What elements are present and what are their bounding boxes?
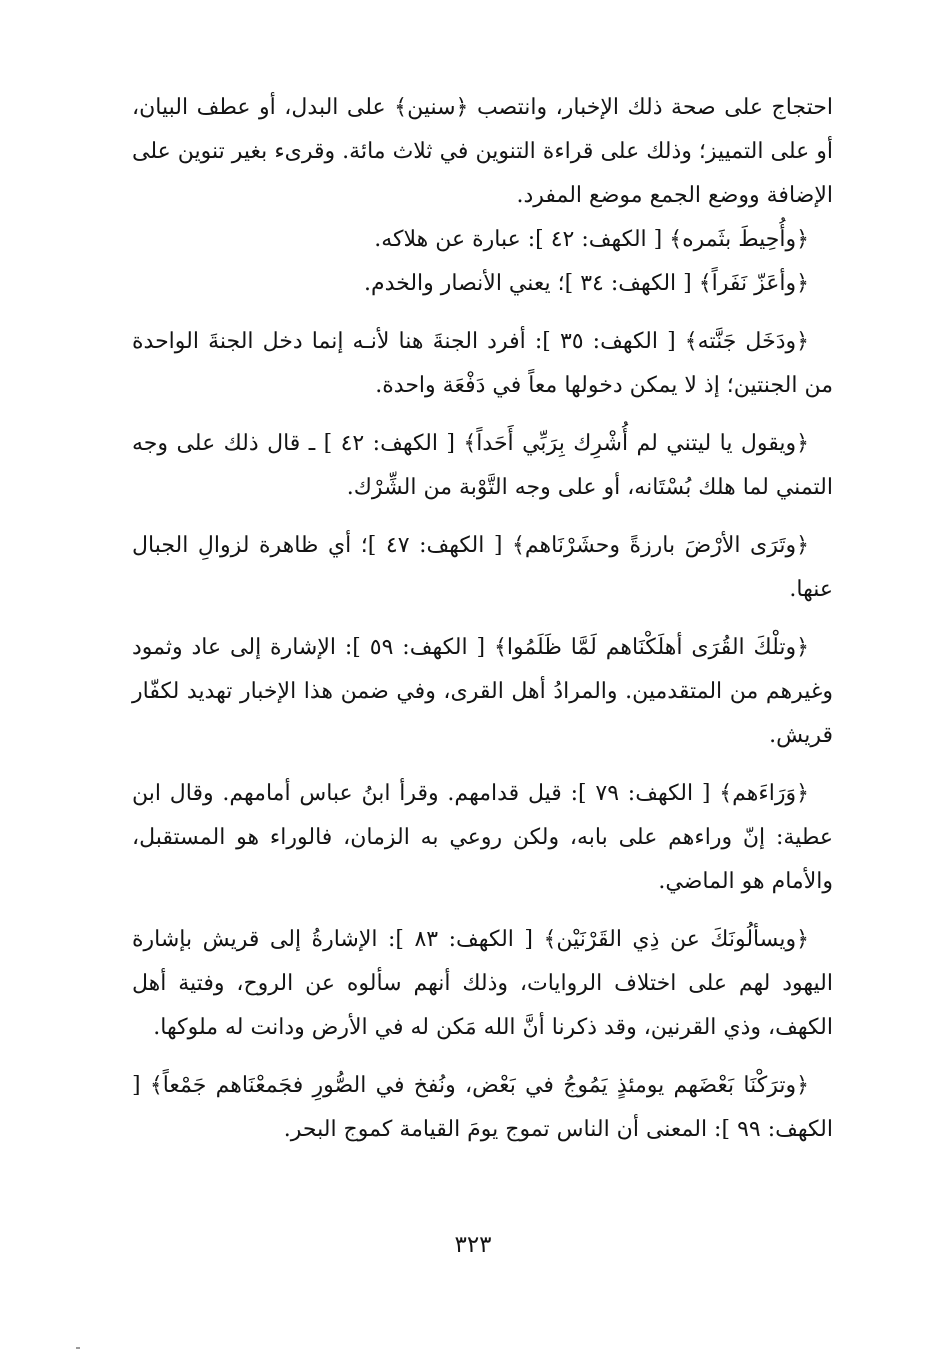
page-body xyxy=(132,86,833,1152)
paragraph-waraahum: ﴿وَرَاءَهم﴾ [ الكهف: ٧٩ ]: قيل قدامهم. وقرأ ابنُ عباس أمامهم. وقال ابن عطية: إنّ وراءهم على بابه، ولكن روعي به الزمان، فالوراء هو المستقبل، والأمام هو الماضي. xyxy=(132,781,834,894)
page-number: ٣٢٣ xyxy=(454,1232,492,1258)
paragraph-intro: احتجاج على صحة ذلك الإخبار، وانتصب ﴿سنين﴾ على البدل، أو عطف البيان، أو على التمييز؛ وذلك على قراءة التنوين في ثلاث مائة. وقرىء بغير تنوين على الإضافة ووضع الجمع موضع المفرد. xyxy=(132,95,833,208)
scan-speck xyxy=(76,1347,80,1349)
paragraph-yasalunaka: ﴿ويسألُونَكَ عن ذِي القَرْنَيْن﴾ [ الكهف: ٨٣ ]: الإشارةُ إلى قريش بإشارة اليهود لهم على اختلاف الروايات، وذلك أنهم سألوه عن الروح، وفتية أهل الكهف، وذي القرنين، وقد ذكرنا أنَّ الله مَكن له في الأرض ودانت له ملوكها. xyxy=(132,927,834,1040)
paragraph-aazz: ﴿وأعَزّ نَفَراً﴾ [ الكهف: ٣٤ ]؛ يعني الأنصار والخدم. xyxy=(363,271,809,296)
paragraph-tarakna: ﴿وترَكْنَا بَعْضَهم يومئذٍ يَمُوجُ في بَعْض، ونُفخ في الصُّورِ فجَمعْنَاهم جَمْعاً﴾ [ الكهف: ٩٩ ]: المعنى أن الناس تموج يومَ القيامة كموج البحر. xyxy=(132,1073,833,1142)
paragraph-tara: ﴿وتَرَى الأرْضَ بارزةً وحشَرْنَاهم﴾ [ الكهف: ٤٧ ]؛ أي ظاهرة لزوالِ الجبال عنها. xyxy=(132,533,833,602)
paragraph-uhita: ﴿وأُحِيطَ بثَمره﴾ [ الكهف: ٤٢ ]: عبارة عن هلاكه. xyxy=(374,227,809,252)
paragraph-tilka: ﴿وتلْكَ القُرَى أهلَكْنَاهم لَمَّا ظَلَمُوا﴾ [ الكهف: ٥٩ ]: الإشارة إلى عاد وثمود وغيرهم من المتقدمين. والمرادُ أهل القرى، وفي ضمن هذا الإخبار تهديد لكفّار قريش. xyxy=(132,635,833,748)
paragraph-dakhala: ﴿ودَخَل جَنَّته﴾ [ الكهف: ٣٥ ]: أفرد الجنةَ هنا لأنـه إنما دخل الجنةَ الواحدة من الجنتين؛ إذ لا يمكن دخولها معاً في دَفْعَة واحدة. xyxy=(132,329,833,398)
paragraph-yaqul: ﴿ويقول يا ليتني لم أُشْرِك بِرَبِّي أَحَداً﴾ [ الكهف: ٤٢ ] ـ قال ذلك على وجه التمني لما هلك بُسْتَانه، أو على وجه التَّوْبة من الشِّرْك. xyxy=(132,431,833,500)
